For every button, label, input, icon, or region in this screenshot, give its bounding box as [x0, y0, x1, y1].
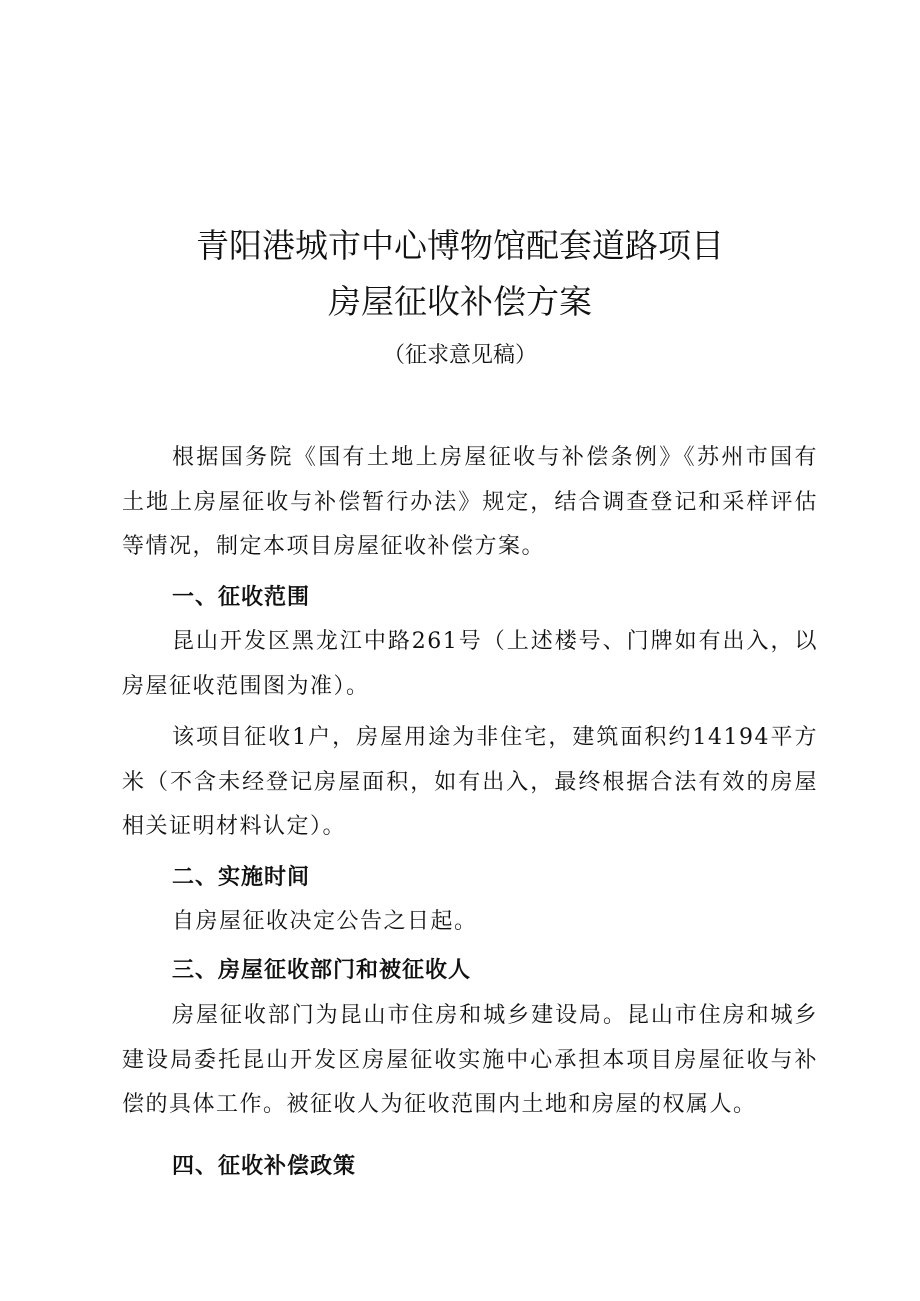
document-title-line-1: 青阳港城市中心博物馆配套道路项目 [196, 226, 724, 265]
department-paragraph: 房屋征收部门为昆山市住房和城乡建设局。昆山市住房和城乡建设局委托昆山开发区房屋征收实施中心承担本项目房屋征收与补偿的具体工作。被征收人为征收范围内土地和房屋的权属人。 [122, 1003, 818, 1117]
scope-paragraph-2: 该项目征收1户，房屋用途为非住宅，建筑面积约14194平方米（不含未经登记房屋面积，如有出入，最终根据合法有效的房屋相关证明材料认定）。 [122, 725, 818, 839]
section-heading-department: 三、房屋征收部门和被征收人 [172, 958, 472, 983]
section-heading-time: 二、实施时间 [172, 865, 311, 890]
intro-paragraph: 根据国务院《国有土地上房屋征收与补偿条例》《苏州市国有土地上房屋征收与补偿暂行办法》规定，结合调查登记和采样评估等情况，制定本项目房屋征收补偿方案。 [122, 445, 818, 559]
document-title-line-2: 房屋征收补偿方案 [328, 282, 592, 321]
section-heading-scope: 一、征收范围 [172, 585, 311, 610]
scope-paragraph-1: 昆山开发区黑龙江中路261号（上述楼号、门牌如有出入，以房屋征收范围图为准）。 [122, 629, 818, 699]
document-subtitle: （征求意见稿） [382, 343, 537, 368]
time-paragraph: 自房屋征收决定公告之日起。 [172, 909, 478, 934]
section-heading-policy: 四、征收补偿政策 [172, 1154, 357, 1179]
